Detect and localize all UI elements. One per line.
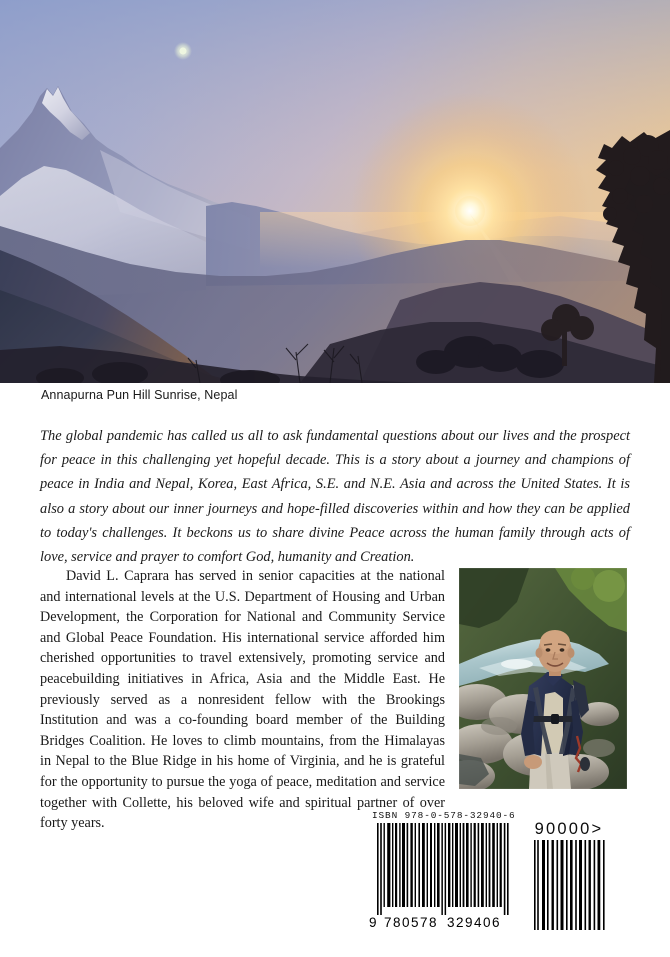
addon-digits: 90000> bbox=[534, 820, 604, 838]
barcode-zone bbox=[367, 810, 637, 930]
author-photo bbox=[459, 568, 627, 789]
sun-icon bbox=[455, 196, 485, 226]
author-photo-illustration bbox=[459, 568, 627, 789]
moon-icon bbox=[174, 42, 192, 60]
back-cover-blurb: The global pandemic has called us all to ask fundamental questions about our lives and the prospect for peace in this challenging yet hopeful decade. This is a story about a journey and champions of peace in India and Nepal, Korea, East Africa, S.E. and N.E. Asia and across the United States. It is also a story about our inner journeys and hope-filled discoveries within and how they can be applied to today's challenges. It beckons us to share divine Peace across the human family through acts of love, service and prayer to comfort God, humanity and Creation. bbox=[40, 428, 630, 566]
cover-photo bbox=[0, 0, 670, 383]
ean13-lead-digit: 9 bbox=[369, 915, 377, 930]
ean13-left-digits: 780578 bbox=[384, 915, 439, 930]
isbn-label: ISBN 978-0-578-32940-6 bbox=[372, 810, 516, 821]
photo-caption: Annapurna Pun Hill Sunrise, Nepal bbox=[41, 388, 238, 402]
author-bio-text: David L. Caprara has served in senior capacities at the national and international levels at the U.S. Department of Housing and Urban Development, the Corporation for National and Community Service and Global Peace Foundation. His international service afforded him cherished opportunities to travel extensively, promoting service and peacebuilding initiatives in Africa, Asia and the Middle East. He previously served as a nonresident fellow with the Brookings Institution and was a co-founding board member of the Building Bridges Coalition. He loves to climb mountains, from the Himalayas in Nepal to the Blue Ridge in his home of Virginia, and he is grateful for the opportunity to pursue the yoga of peace, meditation and service together with Collette, his beloved wife and spiritual partner of over forty years. bbox=[40, 568, 445, 832]
ean5-addon-barcode bbox=[530, 840, 608, 930]
ean13-barcode bbox=[367, 823, 519, 930]
ean13-bars bbox=[377, 823, 509, 915]
author-bio-block bbox=[40, 566, 627, 834]
cover-photo-illustration bbox=[0, 0, 670, 383]
ean13-right-digits: 329406 bbox=[447, 915, 502, 930]
